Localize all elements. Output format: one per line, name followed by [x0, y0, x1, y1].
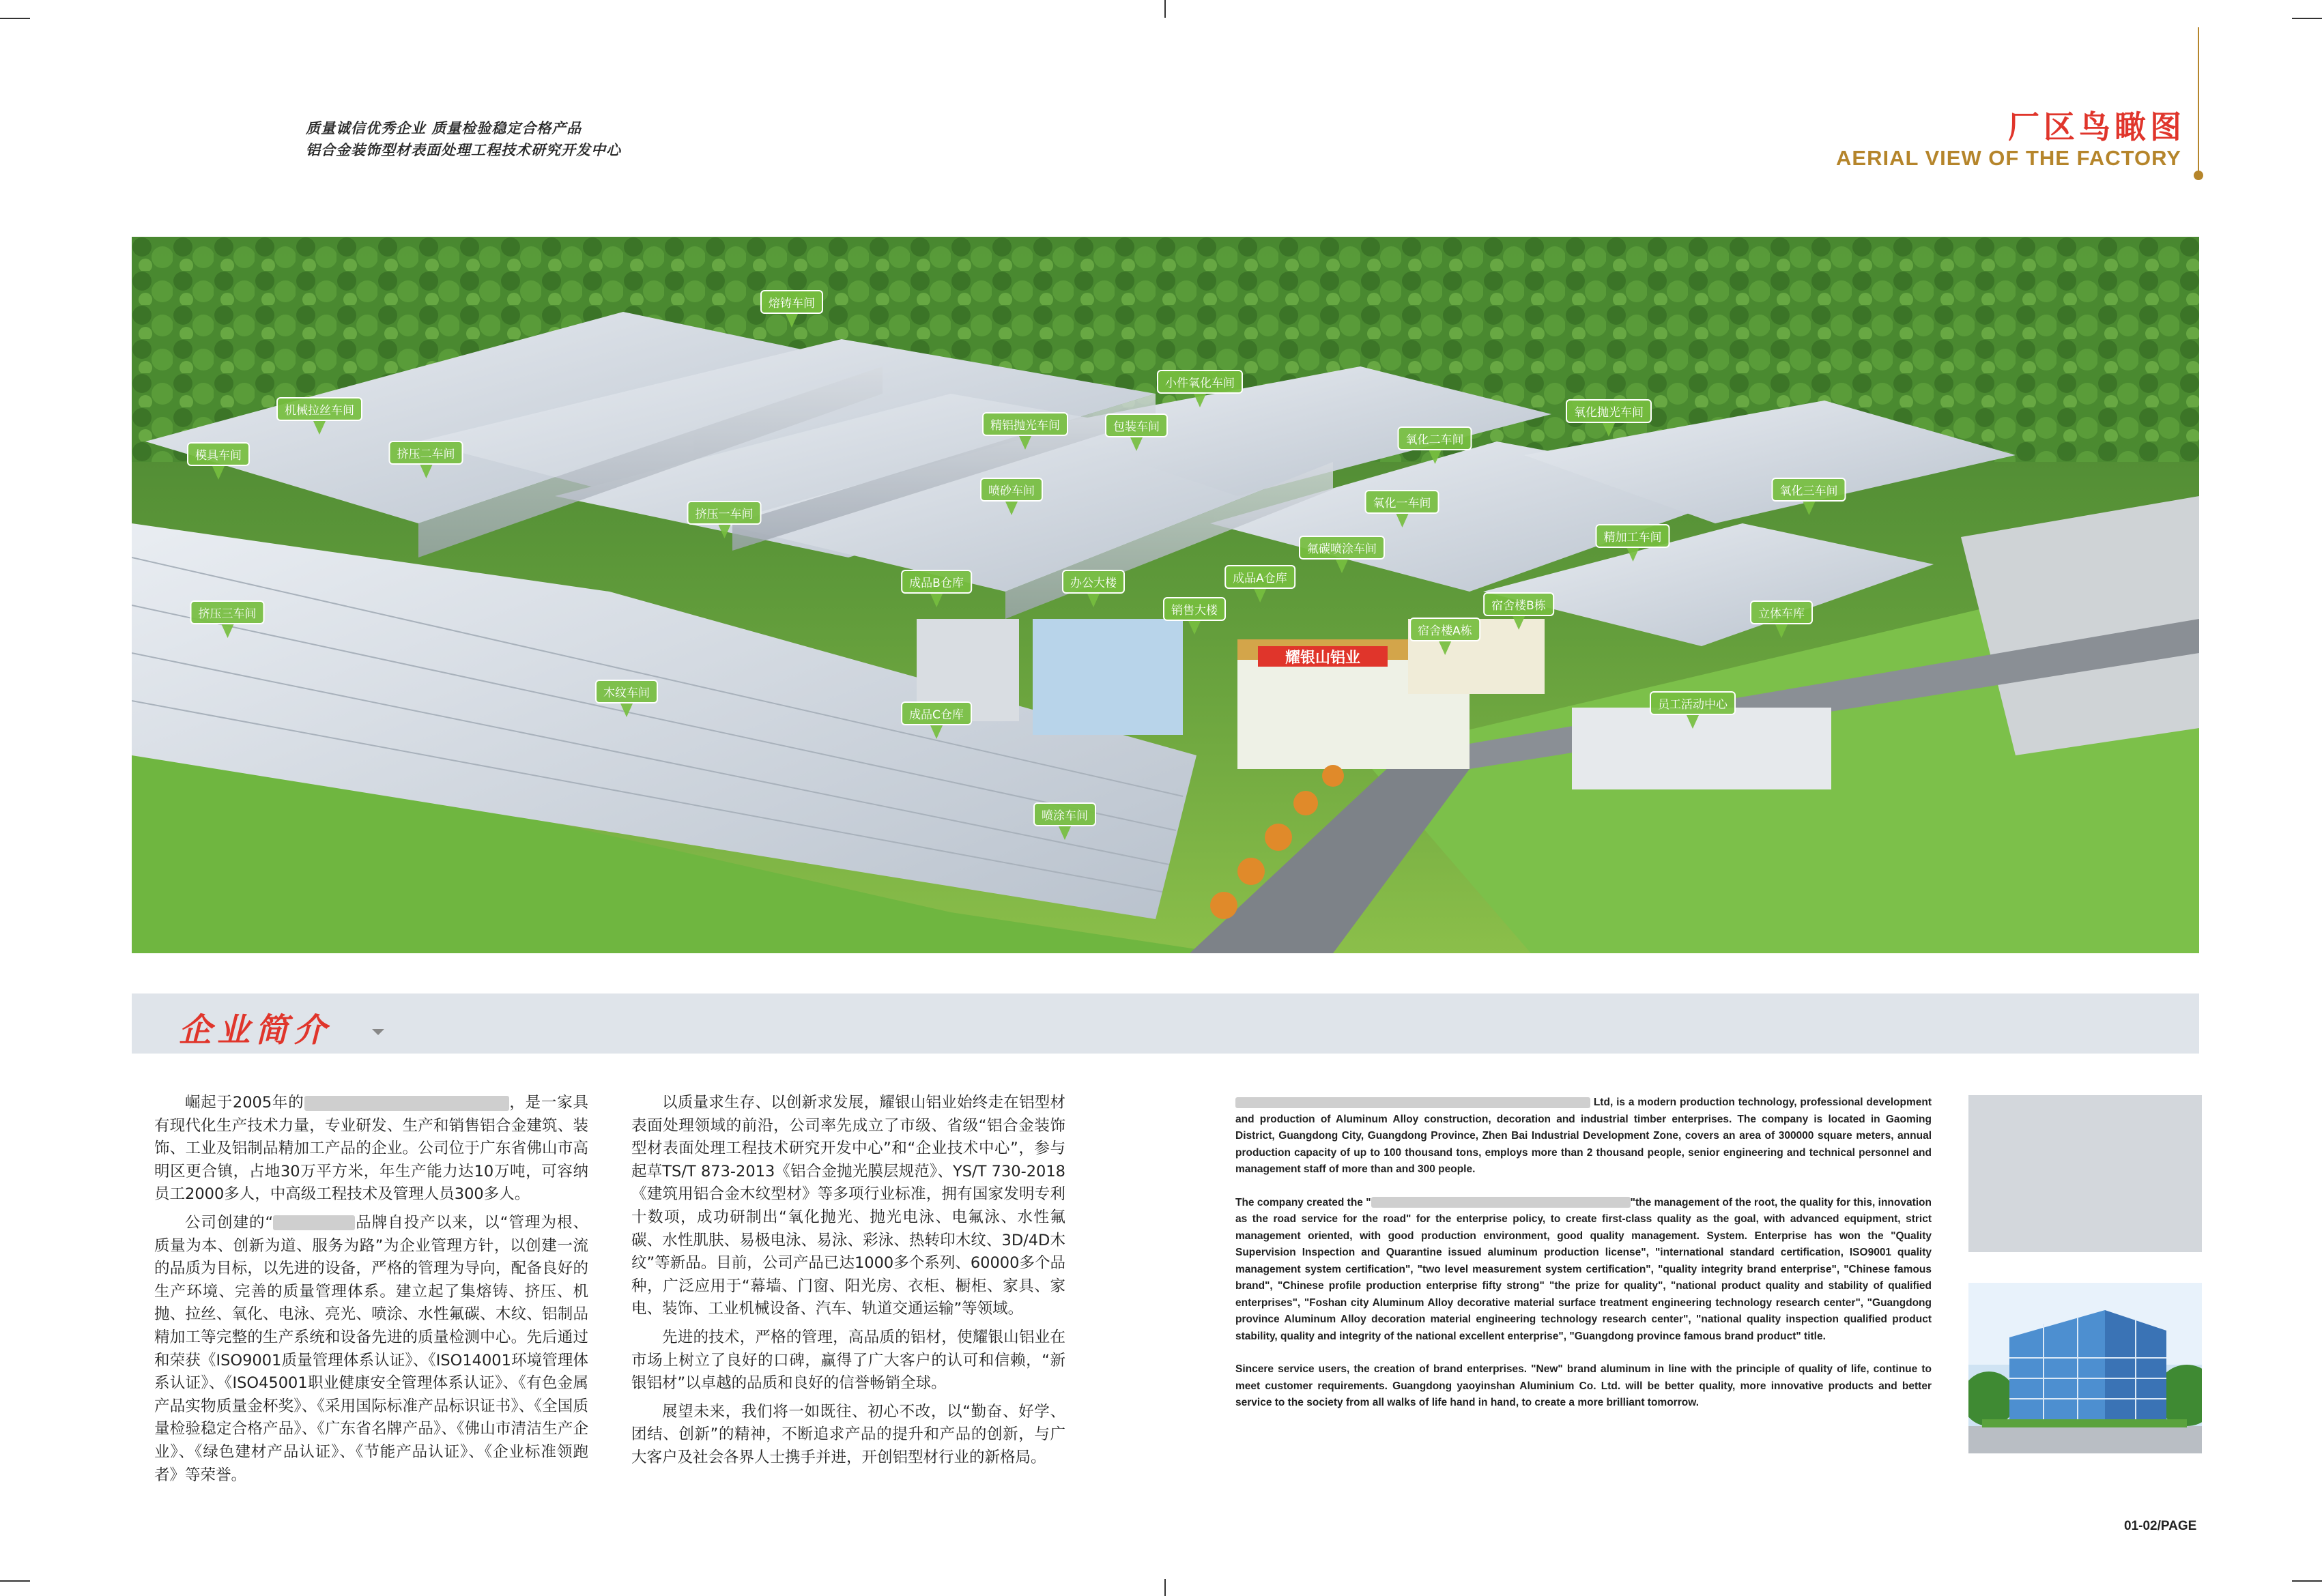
aerial-label: 喷涂车间 — [1033, 802, 1096, 840]
title-rule — [2198, 27, 2199, 176]
redacted-name — [1235, 1097, 1590, 1108]
aerial-label: 挤压一车间 — [687, 501, 762, 538]
crop-mark — [1164, 1579, 1166, 1596]
aerial-label: 氧化一车间 — [1365, 490, 1439, 527]
aerial-label: 宿舍楼B栋 — [1483, 592, 1554, 630]
section-title: 企业简介 — [179, 1011, 332, 1049]
cn-paragraph-3: 以质量求生存、以创新求发展，耀银山铝业始终走在铝型材表面处理领域的前沿，公司率先成立了市级、省级“铝合金装饰型材表面处理工程技术研究开发中心”和“企业技术中心”，参与起草TS/T 873-2013《铝合金抛光膜层规范》、YS/T 730-2018《建筑用铝合金木纹型材》等多项行业标准，拥有国家发明专利十数项，成功研制出“氧化抛光、抛光电泳、电氟泳、水性氟碳、水性肌肤、易极电泳、易泳、彩泳、热转印木纹、3D/4D木纹”等新品。目前，公司产品已达1000多个系列、60000多个品种，广泛应用于“幕墙、门窗、阳光房、衣柜、橱柜、家具、家电、装饰、工业机械设备、汽车、轨道交通运输”等领域。 — [631, 1094, 1065, 1318]
aerial-label: 氟碳喷涂车间 — [1299, 536, 1385, 573]
page-title-en: AERIAL VIEW OF THE FACTORY — [1836, 146, 2181, 170]
aerial-label: 包装车间 — [1105, 413, 1168, 451]
redacted-name — [304, 1096, 509, 1111]
aerial-label: 氧化二车间 — [1398, 426, 1472, 464]
page-title-cn: 厂区鸟瞰图 — [2008, 108, 2185, 145]
redacted-brand — [273, 1215, 355, 1230]
crop-mark — [2292, 1580, 2322, 1582]
building-sign: 耀银山铝业 — [1285, 650, 1361, 667]
aerial-label: 小件氧化车间 — [1157, 370, 1243, 407]
redacted-brand — [1371, 1197, 1631, 1208]
aerial-label: 模具车间 — [187, 442, 250, 480]
aerial-label: 挤压二车间 — [389, 441, 463, 478]
placeholder-image — [1968, 1095, 2202, 1252]
en-paragraph-1: Ltd, is a modern production technology, professional development and production of Aluminum Alloy construction, decoration and industrial timber enterprises. The company is located in Gaoming District, Guangdong City, Guangdong Province, Zhen Bai Industrial Development Zone, covers an area of 300000 square meters, annual production capacity of up to 100 thousand tons, employs more than 2 thousand people, senior engineering and technical personnel and management staff of more than and 300 people. — [1235, 1097, 1932, 1175]
cn-paragraph-2: 公司创建的“ 品牌自投产以来，以“管理为根、质量为本、创新为道、服务为路”为企业管理方针，以创建一流的品质为目标，以先进的设备，严格的管理为导向，配备良好的生产环境、完善的质量管理体系。建立起了集熔铸、挤压、机抛、拉丝、氧化、电泳、亮光、喷涂、水性氟碳、木纹、铝制品精加工等完整的生产系统和设备先进的质量检测中心。先后通过和荣获《ISO9001质量管理体系认证》、《ISO14001环境管理体系认证》、《ISO45001职业健康安全管理体系认证》、《有色金属产品实物质量金杯奖》、《采用国际标准产品标识证书》、《全国质量检验稳定合格产品》、《广东省名牌产品》、《佛山市清洁生产企业》、《绿色建材产品认证》、《节能产品认证》、《企业标准领跑者》等荣誉。 — [154, 1213, 588, 1484]
aerial-label: 机械拉丝车间 — [276, 397, 362, 435]
title-dot — [2194, 171, 2203, 180]
section-bar — [132, 993, 2199, 1054]
crop-mark — [1164, 0, 1166, 18]
slogan-line-2: 铝合金装饰型材表面处理工程技术研究开发中心 — [306, 142, 621, 158]
aerial-label: 立体车库 — [1750, 600, 1813, 638]
aerial-label: 销售大楼 — [1163, 597, 1226, 635]
chinese-column-left — [154, 1092, 588, 1492]
chinese-column-right — [631, 1092, 1065, 1475]
aerial-label: 喷砂车间 — [980, 478, 1043, 515]
crop-mark — [2292, 18, 2322, 19]
office-building-photo — [1968, 1283, 2202, 1453]
aerial-label: 员工活动中心 — [1650, 691, 1736, 729]
page-number: 01-02/PAGE — [2124, 1519, 2197, 1533]
aerial-label: 办公大楼 — [1062, 570, 1125, 607]
aerial-label: 挤压三车间 — [190, 600, 265, 638]
aerial-label: 成品C仓库 — [901, 701, 972, 739]
chevron-down-icon — [372, 1029, 384, 1035]
aerial-label: 精加工车间 — [1596, 524, 1670, 562]
aerial-label: 木纹车间 — [595, 680, 658, 717]
aerial-label: 熔铸车间 — [760, 290, 823, 328]
aerial-label: 氧化三车间 — [1772, 478, 1846, 515]
cn-paragraph-1: 崛起于2005年的 ，是一家具有现代化生产技术力量，专业研发、生产和销售铝合金建筑、装饰、工业及铝制品精加工产品的企业。公司位于广东省佛山市高明区更合镇，占地30万平方米，年生产能力达10万吨，可容纳员工2000多人，中高级工程技术及管理人员300多人。 — [154, 1094, 588, 1204]
slogan-line-1: 质量诚信优秀企业 质量检验稳定合格产品 — [306, 120, 582, 136]
aerial-label: 精铝抛光车间 — [982, 412, 1068, 450]
factory-aerial-illustration — [132, 237, 2199, 953]
aerial-label: 氧化抛光车间 — [1566, 399, 1652, 437]
crop-mark — [0, 1580, 30, 1582]
aerial-label: 成品B仓库 — [901, 570, 972, 607]
cn-paragraph-5: 展望未来，我们将一如既往、初心不改，以“勤奋、好学、团结、创新”的精神，不断追求产品的提升和产品的创新，与广大客户及社会各界人士携手并进，开创铝型材行业的新格局。 — [631, 1402, 1065, 1466]
en-paragraph-2: The company created the " "the management of the root, the quality for this, innovation as the road service for the road" for the enterprise policy, to create first-class quality as the goal, with advanced equipment, strict management oriented, with good production environment, good quality management. System. Enterprise has won the "Quality Supervision Inspection and Quarantine issued aluminum production license", "international standard certification, ISO9001 quality management system certification", "two level measurement system certification", "quality integrity brand enterprise", "Chinese famous brand", "Chinese profile production enterprise fifty strong" "the prize for quality", "national product quality and stability of qualified enterprises", "Foshan city Aluminum Alloy decorative material surface treatment engineering technology research center", "Guangdong province Aluminum Alloy decoration material engineering technology research center", "national quality inspection qualified product stability, quality and integrity of the national excellent enterprise", "Guangdong province famous brand product" title. — [1235, 1196, 1932, 1342]
english-column — [1235, 1094, 1932, 1428]
factory-aerial-image — [132, 237, 2199, 953]
aerial-label: 宿舍楼A栋 — [1409, 618, 1480, 655]
aerial-label: 成品A仓库 — [1224, 565, 1295, 603]
crop-mark — [0, 18, 30, 19]
cn-paragraph-4: 先进的技术，严格的管理，高品质的铝材，使耀银山铝业在市场上树立了良好的口碑，赢得了广大客户的认可和信赖，“新银铝材”以卓越的品质和良好的信誉畅销全球。 — [631, 1328, 1065, 1393]
en-paragraph-3: Sincere service users, the creation of brand enterprises. "New" brand aluminum in line with the principle of quality of life, continue to meet customer requirements. Guangdong yaoyinshan Aluminium Co. Ltd. will be better quality, more innovative products and better service to the society from all walks of life hand in hand, to create a more brilliant tomorrow. — [1235, 1363, 1932, 1408]
